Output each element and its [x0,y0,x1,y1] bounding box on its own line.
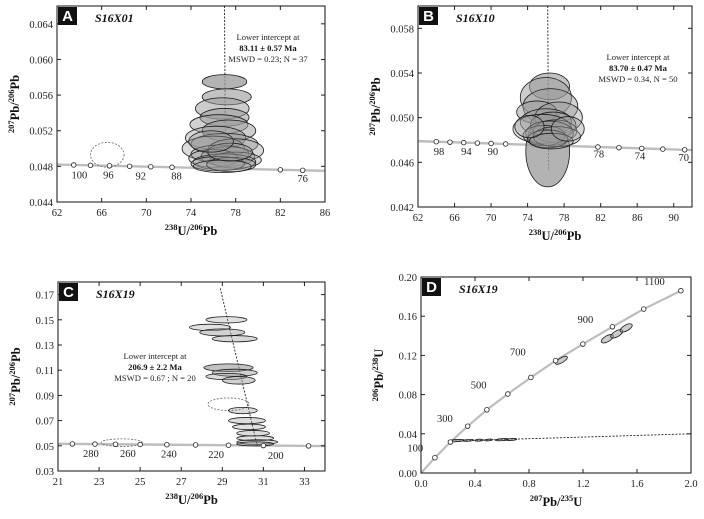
panel-b [367,6,692,243]
x-tick-label: 86 [631,213,643,224]
y-axis-label: $^{207}$Pb/$^{206}$Pb [6,74,22,134]
concordia-age-marker [581,342,586,347]
y-tick-label: 0.12 [398,351,417,363]
concordia-age-label: 70 [678,152,690,164]
y-tick-label: 0.064 [29,19,53,31]
analysis-ellipse [189,131,234,152]
analysis-ellipse [551,117,584,142]
intercept-annotation-line: 83.11 ± 0.57 Ma [239,43,297,53]
y-tick-label: 0.00 [398,469,417,480]
concordia-age-label: 100 [71,170,88,182]
x-tick-label: 74 [185,208,197,219]
concordia-age-marker [149,164,154,169]
y-tick-label: 0.17 [35,290,54,302]
x-tick-label: 0.0 [414,479,428,490]
y-tick-label: 0.042 [390,203,414,214]
panel-letter: C [63,284,74,301]
concordia-age-marker [641,307,646,312]
x-tick-label: 29 [217,477,228,488]
plot-area [418,6,692,187]
y-tick-label: 0.056 [29,91,53,103]
x-tick-label: 66 [449,213,460,224]
intercept-annotation-line: Lower intercept at [123,351,187,361]
concordia-age-label: 200 [267,450,284,462]
concordia-age-label: 92 [135,171,146,183]
concordia-age-label: 76 [297,174,308,186]
sample-name: S16X01 [95,11,134,25]
x-tick-label: 78 [230,208,241,219]
intercept-annotation-line: 206.9 ± 2.2 Ma [128,362,182,372]
concordia-age-marker [682,148,687,153]
x-tick-label: 23 [93,477,105,488]
analysis-ellipse [619,322,634,334]
concordia-age-marker [475,141,480,146]
panel-c [7,282,325,507]
x-tick-label: 21 [52,477,64,488]
concordia-age-marker [88,163,93,168]
analysis-ellipse [475,439,483,442]
x-tick-label: 78 [558,213,570,224]
sample-name: S16X19 [459,282,498,296]
y-tick-label: 0.050 [390,113,414,125]
intercept-annotation-line: 83.70 ± 0.47 Ma [609,63,667,73]
concordia-age-marker [553,358,558,363]
y-axis-label: $^{206}$Pb/$^{238}$U [370,348,386,402]
concordia-age-label: 78 [593,149,605,161]
concordia-age-marker [226,443,231,448]
concordia-age-label: 96 [103,170,114,182]
concordia-age-label: 900 [577,314,594,326]
analysis-ellipse [515,115,544,137]
x-tick-label: 1.2 [576,479,590,490]
intercept-annotation-line: Lower intercept at [236,32,300,42]
concordia-curve [421,291,681,473]
concordia-age-marker [610,324,615,329]
concordia-age-marker [465,424,470,429]
analysis-ellipse [233,424,266,430]
x-tick-label: 31 [258,477,269,488]
analysis-ellipse [463,439,474,442]
concordia-age-marker [448,440,453,445]
concordia-age-label: 94 [461,147,472,159]
x-axis-label: $^{238}$U/$^{206}$Pb [528,227,582,243]
analysis-ellipse [237,430,270,436]
concordia-age-label: 280 [82,448,99,460]
x-tick-label: 0.4 [468,479,482,490]
intercept-annotation-line: MSWD = 0.34, N = 50 [598,74,678,84]
y-tick-label: 0.058 [390,24,414,36]
y-tick-label: 0.046 [390,158,414,170]
y-tick-label: 0.04 [398,429,417,441]
y-tick-label: 0.044 [29,198,53,209]
analysis-ellipse [237,442,274,446]
y-axis-label: $^{207}$Pb/$^{206}$Pb [7,347,23,406]
concordia-age-marker [639,146,644,151]
concordia-age-marker [107,164,112,169]
concordia-age-marker [448,140,453,145]
x-tick-label: 27 [175,477,187,488]
x-tick-label: 0.8 [522,479,536,490]
concordia-age-marker [127,164,132,169]
concordia-age-label: 700 [509,347,526,359]
plot-area [57,6,325,173]
x-tick-label: 70 [485,213,497,224]
x-tick-label: 74 [522,213,533,224]
analysis-ellipse [484,439,492,441]
panel-letter: A [62,8,73,25]
concordia-age-label: 260 [119,449,136,461]
concordia-age-marker [433,455,438,460]
x-tick-label: 86 [319,208,331,219]
concordia-age-marker [617,145,622,150]
concordia-age-marker [461,140,466,145]
concordia-age-marker [170,165,175,170]
concordia-age-marker [138,442,143,447]
x-tick-label: 33 [299,477,310,488]
concordia-age-marker [300,168,305,173]
concordia-age-marker [489,141,494,146]
concordia-age-marker [503,142,508,147]
intercept-annotation-line: MSWD = 0.23; N = 37 [228,54,308,64]
concordia-age-label: 88 [171,171,182,183]
concordia-age-label: 300 [437,413,453,425]
analysis-ellipse [193,160,251,172]
x-tick-label: 90 [668,213,679,224]
concordia-curve [57,165,325,171]
concordia-curve [58,444,325,446]
concordia-age-label: 98 [433,147,445,159]
concordia-age-label: 240 [161,449,177,461]
analysis-ellipse [228,407,257,413]
concordia-age-marker [434,139,439,144]
plot-area [58,288,325,448]
concordia-age-marker [93,442,98,447]
concordia-age-label: 90 [487,147,499,159]
concordia-age-marker [113,442,118,447]
panel-a [6,6,330,238]
concordia-age-label: 500 [470,380,487,392]
panel-d [370,273,698,509]
x-tick-label: 62 [51,208,63,219]
analysis-ellipse [228,417,265,423]
y-tick-label: 0.15 [35,315,54,327]
panel-letter: B [423,8,434,25]
x-tick-label: 70 [141,208,152,219]
concordia-age-marker [306,444,311,449]
x-tick-label: 66 [96,208,107,219]
x-tick-label: 2.0 [684,479,698,490]
x-axis-label: $^{238}$U/$^{206}$Pb [164,222,218,238]
analysis-ellipse [200,329,245,336]
y-tick-label: 0.060 [29,55,53,67]
sample-name: S16X19 [96,287,135,301]
concordia-age-marker [679,288,684,293]
y-tick-label: 0.16 [398,312,417,324]
analysis-ellipse [212,336,257,342]
concordia-age-label: 74 [634,151,646,163]
concordia-age-marker [165,442,170,447]
panel-letter: D [426,279,437,296]
y-tick-label: 0.05 [35,441,54,453]
x-axis-label: $^{207}$Pb/$^{235}$U [529,493,583,509]
y-tick-label: 0.09 [35,391,54,403]
concordia-age-marker [485,407,490,412]
x-tick-label: 62 [412,213,424,224]
y-tick-label: 0.048 [29,162,53,174]
intercept-annotation-line: MSWD = 0.67 ; N = 20 [114,373,196,383]
y-tick-label: 0.054 [390,69,414,80]
concordia-age-marker [71,163,76,168]
analysis-ellipse [202,75,247,89]
x-tick-label: 1.6 [630,479,644,490]
concordia-age-marker [278,167,283,172]
y-tick-label: 0.052 [29,126,53,138]
sample-name: S16X10 [456,11,495,25]
concordia-age-label: 1100 [644,276,665,288]
y-tick-label: 0.08 [398,390,417,402]
x-axis-label: $^{238}$U/$^{206}$Pb [165,491,218,507]
analysis-ellipse [222,377,255,385]
concordia-age-marker [506,392,511,397]
concordia-age-marker [529,375,534,380]
concordia-age-marker [261,443,266,448]
intercept-annotation-line: Lower intercept at [606,52,670,62]
x-tick-label: 25 [134,477,146,488]
y-tick-label: 0.20 [398,273,417,284]
y-axis-label: $^{207}$Pb/$^{206}$Pb [367,77,383,136]
excluded-ellipse [91,142,125,167]
x-tick-label: 82 [275,208,286,219]
y-tick-label: 0.03 [35,467,54,478]
y-tick-label: 0.13 [35,341,54,352]
concordia-age-label: 220 [208,450,225,462]
analysis-ellipse [206,317,247,323]
y-tick-label: 0.11 [36,366,54,378]
x-tick-label: 82 [595,213,606,224]
concordia-age-label: 100 [407,443,424,455]
plot-area [421,288,691,473]
y-tick-label: 0.07 [35,416,54,428]
concordia-age-marker [660,147,665,152]
concordia-age-marker [193,443,198,448]
concordia-age-marker [70,442,75,447]
